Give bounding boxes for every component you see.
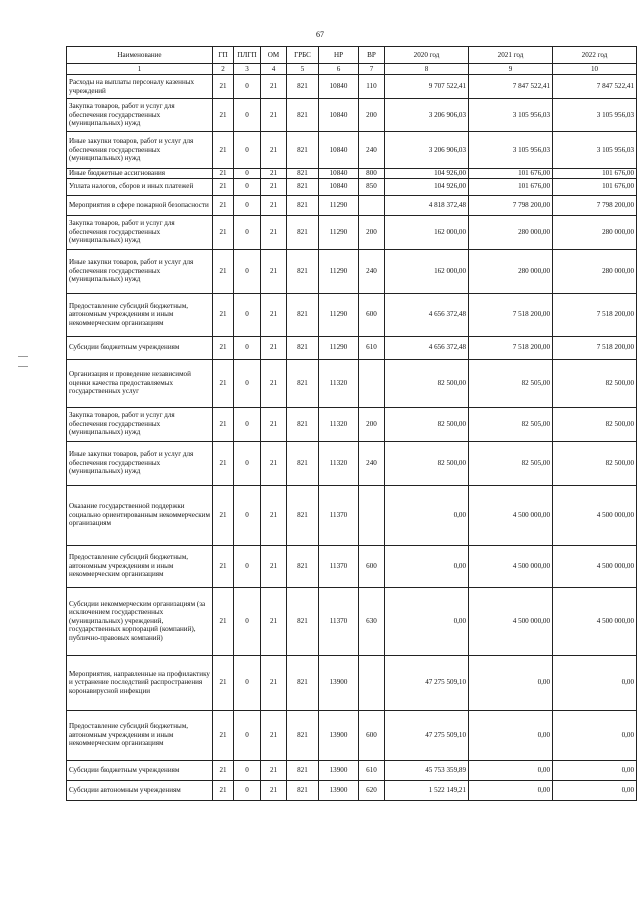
column-number: 8 — [385, 64, 469, 75]
cell-np: 11320 — [319, 407, 359, 441]
cell-np: 10840 — [319, 132, 359, 169]
cell-2020: 82 500,00 — [385, 407, 469, 441]
table-row — [67, 336, 637, 359]
cell-np: 10840 — [319, 169, 359, 179]
cell-om: 21 — [261, 169, 287, 179]
cell-2020: 82 500,00 — [385, 441, 469, 485]
cell-plgp: 0 — [234, 441, 261, 485]
cell-2022: 3 105 956,03 — [553, 99, 637, 132]
row-name: Закупка товаров, работ и услуг для обеспечения государственных (муниципальных) нужд — [67, 215, 213, 249]
cell-np: 10840 — [319, 99, 359, 132]
header-2021: 2021 год — [469, 47, 553, 64]
cell-2021: 3 105 956,03 — [469, 99, 553, 132]
cell-2022: 280 000,00 — [553, 249, 637, 293]
table-row — [67, 485, 637, 545]
column-number: 3 — [234, 64, 261, 75]
header-2022: 2022 год — [553, 47, 637, 64]
cell-om: 21 — [261, 760, 287, 780]
header-om: ОМ — [261, 47, 287, 64]
cell-vr: 240 — [359, 132, 385, 169]
cell-gp: 21 — [213, 441, 234, 485]
header-plgp: ПЛГП — [234, 47, 261, 64]
cell-np: 11320 — [319, 441, 359, 485]
cell-2021: 101 676,00 — [469, 169, 553, 179]
header-name: Наименование — [67, 47, 213, 64]
cell-np: 13900 — [319, 655, 359, 710]
cell-2021: 3 105 956,03 — [469, 132, 553, 169]
cell-om: 21 — [261, 195, 287, 215]
cell-plgp: 0 — [234, 99, 261, 132]
cell-plgp: 0 — [234, 780, 261, 800]
cell-2021: 82 505,00 — [469, 407, 553, 441]
cell-2022: 0,00 — [553, 655, 637, 710]
cell-gp: 21 — [213, 407, 234, 441]
cell-2022: 0,00 — [553, 760, 637, 780]
column-number: 7 — [359, 64, 385, 75]
cell-2022: 82 500,00 — [553, 441, 637, 485]
cell-2022: 82 500,00 — [553, 359, 637, 407]
cell-2021: 82 505,00 — [469, 359, 553, 407]
cell-gp: 21 — [213, 545, 234, 587]
margin-mark — [18, 366, 28, 367]
cell-om: 21 — [261, 710, 287, 760]
column-number-row — [67, 64, 637, 75]
cell-np: 11320 — [319, 359, 359, 407]
cell-plgp: 0 — [234, 132, 261, 169]
cell-2022: 4 500 000,00 — [553, 587, 637, 655]
cell-om: 21 — [261, 407, 287, 441]
cell-2021: 0,00 — [469, 655, 553, 710]
cell-2022: 0,00 — [553, 710, 637, 760]
header-row — [67, 47, 637, 64]
row-name: Субсидии бюджетным учреждениям — [67, 760, 213, 780]
cell-vr — [359, 359, 385, 407]
table-row — [67, 178, 637, 195]
cell-plgp: 0 — [234, 655, 261, 710]
column-number: 9 — [469, 64, 553, 75]
header-2020: 2020 год — [385, 47, 469, 64]
cell-plgp: 0 — [234, 195, 261, 215]
row-name: Иные бюджетные ассигнования — [67, 169, 213, 179]
cell-2020: 1 522 149,21 — [385, 780, 469, 800]
cell-2022: 7 847 522,41 — [553, 75, 637, 99]
cell-np: 11290 — [319, 195, 359, 215]
cell-grbs: 821 — [287, 545, 319, 587]
cell-gp: 21 — [213, 710, 234, 760]
table-body — [67, 75, 637, 801]
table-row — [67, 195, 637, 215]
cell-2021: 101 676,00 — [469, 178, 553, 195]
cell-grbs: 821 — [287, 655, 319, 710]
cell-gp: 21 — [213, 760, 234, 780]
row-name: Иные закупки товаров, работ и услуг для обеспечения государственных (муниципальных) нужд — [67, 132, 213, 169]
cell-grbs: 821 — [287, 485, 319, 545]
cell-grbs: 821 — [287, 336, 319, 359]
cell-2022: 0,00 — [553, 780, 637, 800]
cell-vr: 850 — [359, 178, 385, 195]
cell-2020: 104 926,00 — [385, 178, 469, 195]
cell-plgp: 0 — [234, 249, 261, 293]
cell-vr — [359, 655, 385, 710]
cell-2020: 0,00 — [385, 485, 469, 545]
column-number: 5 — [287, 64, 319, 75]
cell-2021: 7 798 200,00 — [469, 195, 553, 215]
cell-plgp: 0 — [234, 485, 261, 545]
header-vr: ВР — [359, 47, 385, 64]
table-row — [67, 441, 637, 485]
cell-2021: 82 505,00 — [469, 441, 553, 485]
cell-2022: 7 518 200,00 — [553, 293, 637, 336]
row-name: Мероприятия, направленные на профилактику и устранение последствий распространения коронавирусной инфекции — [67, 655, 213, 710]
cell-2022: 7 798 200,00 — [553, 195, 637, 215]
row-name: Закупка товаров, работ и услуг для обеспечения государственных (муниципальных) нужд — [67, 407, 213, 441]
cell-vr: 630 — [359, 587, 385, 655]
cell-2021: 7 518 200,00 — [469, 293, 553, 336]
row-name: Организация и проведение независимой оценки качества предоставляемых государственных услуг — [67, 359, 213, 407]
cell-2020: 3 206 906,03 — [385, 99, 469, 132]
page-number: 67 — [316, 30, 324, 39]
cell-2021: 0,00 — [469, 710, 553, 760]
cell-2021: 7 847 522,41 — [469, 75, 553, 99]
cell-2022: 82 500,00 — [553, 407, 637, 441]
cell-grbs: 821 — [287, 359, 319, 407]
table-row — [67, 780, 637, 800]
cell-plgp: 0 — [234, 178, 261, 195]
table-row — [67, 75, 637, 99]
cell-2022: 7 518 200,00 — [553, 336, 637, 359]
table-row — [67, 132, 637, 169]
margin-mark — [18, 356, 28, 357]
cell-vr: 610 — [359, 336, 385, 359]
cell-2022: 4 500 000,00 — [553, 545, 637, 587]
row-name: Предоставление субсидий бюджетным, автономным учреждениям и иным некоммерческим организациям — [67, 545, 213, 587]
cell-plgp: 0 — [234, 710, 261, 760]
table-row — [67, 407, 637, 441]
cell-vr: 200 — [359, 407, 385, 441]
cell-gp: 21 — [213, 359, 234, 407]
cell-om: 21 — [261, 75, 287, 99]
cell-plgp: 0 — [234, 336, 261, 359]
cell-vr: 620 — [359, 780, 385, 800]
cell-vr: 600 — [359, 545, 385, 587]
cell-2021: 4 500 000,00 — [469, 545, 553, 587]
cell-2020: 47 275 509,10 — [385, 710, 469, 760]
cell-grbs: 821 — [287, 195, 319, 215]
cell-gp: 21 — [213, 178, 234, 195]
cell-2021: 7 518 200,00 — [469, 336, 553, 359]
budget-table — [66, 46, 637, 801]
cell-om: 21 — [261, 359, 287, 407]
cell-gp: 21 — [213, 75, 234, 99]
cell-om: 21 — [261, 441, 287, 485]
row-name: Уплата налогов, сборов и иных платежей — [67, 178, 213, 195]
cell-np: 11370 — [319, 485, 359, 545]
cell-vr: 240 — [359, 249, 385, 293]
cell-gp: 21 — [213, 99, 234, 132]
cell-gp: 21 — [213, 169, 234, 179]
cell-plgp: 0 — [234, 293, 261, 336]
cell-2020: 45 753 359,89 — [385, 760, 469, 780]
cell-om: 21 — [261, 655, 287, 710]
cell-om: 21 — [261, 99, 287, 132]
header-grbs: ГРБС — [287, 47, 319, 64]
cell-gp: 21 — [213, 780, 234, 800]
cell-2020: 162 000,00 — [385, 249, 469, 293]
cell-2022: 101 676,00 — [553, 178, 637, 195]
cell-gp: 21 — [213, 485, 234, 545]
row-name: Субсидии бюджетным учреждениям — [67, 336, 213, 359]
cell-2020: 0,00 — [385, 545, 469, 587]
cell-gp: 21 — [213, 587, 234, 655]
cell-om: 21 — [261, 215, 287, 249]
row-name: Иные закупки товаров, работ и услуг для обеспечения государственных (муниципальных) нужд — [67, 249, 213, 293]
cell-grbs: 821 — [287, 132, 319, 169]
cell-2022: 280 000,00 — [553, 215, 637, 249]
cell-gp: 21 — [213, 655, 234, 710]
table-row — [67, 710, 637, 760]
cell-np: 13900 — [319, 710, 359, 760]
cell-grbs: 821 — [287, 710, 319, 760]
cell-grbs: 821 — [287, 780, 319, 800]
cell-grbs: 821 — [287, 249, 319, 293]
row-name: Мероприятия в сфере пожарной безопасности — [67, 195, 213, 215]
cell-2022: 101 676,00 — [553, 169, 637, 179]
cell-grbs: 821 — [287, 293, 319, 336]
cell-om: 21 — [261, 132, 287, 169]
cell-np: 11290 — [319, 293, 359, 336]
column-number: 10 — [553, 64, 637, 75]
cell-2020: 104 926,00 — [385, 169, 469, 179]
cell-2021: 0,00 — [469, 780, 553, 800]
cell-vr: 240 — [359, 441, 385, 485]
cell-np: 13900 — [319, 760, 359, 780]
cell-gp: 21 — [213, 336, 234, 359]
cell-np: 10840 — [319, 178, 359, 195]
cell-vr: 200 — [359, 99, 385, 132]
cell-om: 21 — [261, 545, 287, 587]
cell-plgp: 0 — [234, 587, 261, 655]
cell-plgp: 0 — [234, 75, 261, 99]
table-row — [67, 587, 637, 655]
column-number: 2 — [213, 64, 234, 75]
cell-np: 11290 — [319, 215, 359, 249]
cell-gp: 21 — [213, 132, 234, 169]
cell-om: 21 — [261, 293, 287, 336]
cell-2020: 9 707 522,41 — [385, 75, 469, 99]
cell-grbs: 821 — [287, 587, 319, 655]
cell-om: 21 — [261, 587, 287, 655]
cell-grbs: 821 — [287, 178, 319, 195]
cell-vr — [359, 195, 385, 215]
cell-plgp: 0 — [234, 407, 261, 441]
cell-grbs: 821 — [287, 441, 319, 485]
cell-om: 21 — [261, 178, 287, 195]
cell-plgp: 0 — [234, 215, 261, 249]
row-name: Субсидии некоммерческим организациям (за исключением государственных (муниципальных) учреждений, государственных корпораций (компаний), публично-правовых компаний) — [67, 587, 213, 655]
cell-2022: 3 105 956,03 — [553, 132, 637, 169]
cell-2020: 4 656 372,48 — [385, 336, 469, 359]
row-name: Расходы на выплаты персоналу казенных учреждений — [67, 75, 213, 99]
cell-vr: 110 — [359, 75, 385, 99]
row-name: Закупка товаров, работ и услуг для обеспечения государственных (муниципальных) нужд — [67, 99, 213, 132]
cell-2021: 0,00 — [469, 760, 553, 780]
cell-vr: 610 — [359, 760, 385, 780]
cell-2021: 4 500 000,00 — [469, 587, 553, 655]
cell-grbs: 821 — [287, 169, 319, 179]
cell-plgp: 0 — [234, 545, 261, 587]
row-name: Иные закупки товаров, работ и услуг для обеспечения государственных (муниципальных) нужд — [67, 441, 213, 485]
table-row — [67, 99, 637, 132]
row-name: Предоставление субсидий бюджетным, автономным учреждениям и иным некоммерческим организациям — [67, 710, 213, 760]
cell-plgp: 0 — [234, 169, 261, 179]
cell-gp: 21 — [213, 249, 234, 293]
table-row — [67, 545, 637, 587]
cell-vr — [359, 485, 385, 545]
table-row — [67, 655, 637, 710]
cell-vr: 600 — [359, 710, 385, 760]
cell-2020: 0,00 — [385, 587, 469, 655]
table-row — [67, 249, 637, 293]
cell-2020: 3 206 906,03 — [385, 132, 469, 169]
cell-grbs: 821 — [287, 75, 319, 99]
cell-om: 21 — [261, 249, 287, 293]
cell-gp: 21 — [213, 215, 234, 249]
cell-om: 21 — [261, 336, 287, 359]
column-number: 1 — [67, 64, 213, 75]
cell-2021: 280 000,00 — [469, 215, 553, 249]
cell-om: 21 — [261, 780, 287, 800]
table-row — [67, 169, 637, 179]
table-row — [67, 215, 637, 249]
cell-vr: 200 — [359, 215, 385, 249]
cell-np: 13900 — [319, 780, 359, 800]
table-row — [67, 760, 637, 780]
cell-grbs: 821 — [287, 215, 319, 249]
row-name: Оказание государственной поддержки социально ориентированным некоммерческим организациям — [67, 485, 213, 545]
cell-2020: 47 275 509,10 — [385, 655, 469, 710]
header-gp: ГП — [213, 47, 234, 64]
row-name: Предоставление субсидий бюджетным, автономным учреждениям и иным некоммерческим организациям — [67, 293, 213, 336]
cell-plgp: 0 — [234, 760, 261, 780]
cell-grbs: 821 — [287, 407, 319, 441]
cell-np: 11370 — [319, 545, 359, 587]
table-row — [67, 293, 637, 336]
cell-np: 11290 — [319, 336, 359, 359]
cell-grbs: 821 — [287, 760, 319, 780]
cell-om: 21 — [261, 485, 287, 545]
cell-grbs: 821 — [287, 99, 319, 132]
cell-plgp: 0 — [234, 359, 261, 407]
column-number: 6 — [319, 64, 359, 75]
cell-2022: 4 500 000,00 — [553, 485, 637, 545]
cell-2020: 162 000,00 — [385, 215, 469, 249]
table-row — [67, 359, 637, 407]
header-np: НР — [319, 47, 359, 64]
cell-2020: 82 500,00 — [385, 359, 469, 407]
cell-vr: 600 — [359, 293, 385, 336]
cell-np: 10840 — [319, 75, 359, 99]
cell-gp: 21 — [213, 293, 234, 336]
cell-gp: 21 — [213, 195, 234, 215]
cell-2020: 4 656 372,48 — [385, 293, 469, 336]
cell-2021: 280 000,00 — [469, 249, 553, 293]
row-name: Субсидии автономным учреждениям — [67, 780, 213, 800]
cell-2020: 4 818 372,48 — [385, 195, 469, 215]
cell-vr: 800 — [359, 169, 385, 179]
cell-np: 11290 — [319, 249, 359, 293]
column-number: 4 — [261, 64, 287, 75]
cell-np: 11370 — [319, 587, 359, 655]
cell-2021: 4 500 000,00 — [469, 485, 553, 545]
